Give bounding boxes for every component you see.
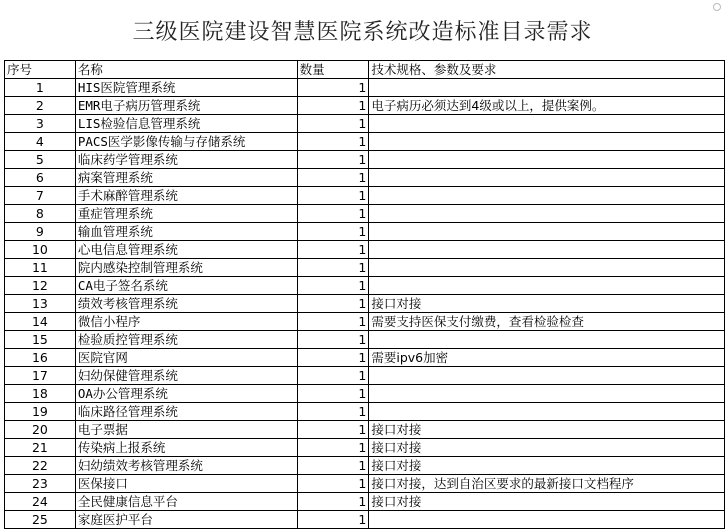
cell-name[interactable]: OA办公管理系统	[75, 385, 297, 403]
cell-spec[interactable]	[369, 367, 725, 385]
cell-name[interactable]: 微信小程序	[75, 313, 297, 331]
cell-spec[interactable]: 接口对接	[369, 439, 725, 457]
cell-no[interactable]: 3	[5, 115, 76, 133]
cell-name[interactable]: 家庭医护平台	[75, 511, 297, 529]
corner-circle-icon	[713, 3, 721, 11]
cell-no[interactable]: 9	[5, 223, 76, 241]
cell-name[interactable]: 电子票据	[75, 421, 297, 439]
cell-qty[interactable]: 1	[297, 493, 369, 511]
cell-spec[interactable]: 电子病历必须达到4级或以上，提供案例。	[369, 97, 725, 115]
cell-name[interactable]: 医保接口	[75, 475, 297, 493]
cell-qty[interactable]: 1	[297, 367, 369, 385]
cell-spec[interactable]: 接口对接	[369, 493, 725, 511]
table-row	[5, 151, 725, 169]
cell-name[interactable]: 临床路径管理系统	[75, 403, 297, 421]
cell-name[interactable]: 妇幼绩效考核管理系统	[75, 457, 297, 475]
cell-no[interactable]: 14	[5, 313, 76, 331]
cell-spec[interactable]	[369, 169, 725, 187]
cell-qty[interactable]: 1	[297, 331, 369, 349]
cell-spec[interactable]	[369, 241, 725, 259]
table-header-row	[5, 61, 725, 79]
table-row	[5, 79, 725, 97]
cell-spec[interactable]: 接口对接	[369, 457, 725, 475]
cell-spec[interactable]	[369, 151, 725, 169]
table-row	[5, 259, 725, 277]
table-row	[5, 385, 725, 403]
cell-name[interactable]: 检验质控管理系统	[75, 331, 297, 349]
cell-qty[interactable]: 1	[297, 421, 369, 439]
cell-no[interactable]: 16	[5, 349, 76, 367]
cell-qty[interactable]: 1	[297, 241, 369, 259]
table-row	[5, 331, 725, 349]
table-row	[5, 97, 725, 115]
cell-qty[interactable]: 1	[297, 511, 369, 529]
table-row	[5, 403, 725, 421]
cell-spec[interactable]	[369, 385, 725, 403]
table-row	[5, 295, 725, 313]
cell-no[interactable]: 13	[5, 295, 76, 313]
cell-name[interactable]: 输血管理系统	[75, 223, 297, 241]
cell-no[interactable]: 1	[5, 79, 76, 97]
cell-qty[interactable]: 1	[297, 187, 369, 205]
cell-no[interactable]: 8	[5, 205, 76, 223]
cell-no[interactable]: 6	[5, 169, 76, 187]
cell-spec[interactable]	[369, 187, 725, 205]
cell-spec[interactable]: 接口对接，达到自治区要求的最新接口文档程序	[369, 475, 725, 493]
cell-no[interactable]: 20	[5, 421, 76, 439]
cell-no[interactable]: 25	[5, 511, 76, 529]
cell-no[interactable]: 15	[5, 331, 76, 349]
table-row	[5, 313, 725, 331]
table-row	[5, 493, 725, 511]
cell-no[interactable]: 10	[5, 241, 76, 259]
cell-no[interactable]: 5	[5, 151, 76, 169]
cell-no[interactable]: 2	[5, 97, 76, 115]
table-row	[5, 169, 725, 187]
cell-spec[interactable]	[369, 331, 725, 349]
cell-no[interactable]: 22	[5, 457, 76, 475]
cell-qty[interactable]: 1	[297, 151, 369, 169]
header-spec[interactable]: 技术规格、参数及要求	[369, 61, 725, 79]
cell-name[interactable]: LIS检验信息管理系统	[75, 115, 297, 133]
cell-qty[interactable]: 1	[297, 349, 369, 367]
cell-name[interactable]: CA电子签名系统	[75, 277, 297, 295]
cell-name[interactable]: 医院官网	[75, 349, 297, 367]
cell-name[interactable]: EMR电子病历管理系统	[75, 97, 297, 115]
cell-qty[interactable]: 1	[297, 97, 369, 115]
cell-spec[interactable]	[369, 205, 725, 223]
header-no[interactable]: 序号	[5, 61, 76, 79]
cell-name[interactable]: 病案管理系统	[75, 169, 297, 187]
table-row	[5, 349, 725, 367]
cell-spec[interactable]	[369, 403, 725, 421]
cell-no[interactable]: 4	[5, 133, 76, 151]
cell-name[interactable]: 传染病上报系统	[75, 439, 297, 457]
cell-spec[interactable]	[369, 133, 725, 151]
table-row	[5, 205, 725, 223]
header-name[interactable]: 名称	[75, 61, 297, 79]
cell-qty[interactable]: 1	[297, 403, 369, 421]
cell-qty[interactable]: 1	[297, 169, 369, 187]
cell-spec[interactable]	[369, 79, 725, 97]
cell-qty[interactable]: 1	[297, 313, 369, 331]
cell-spec[interactable]: 需要ipv6加密	[369, 349, 725, 367]
cell-name[interactable]: 院内感染控制管理系统	[75, 259, 297, 277]
cell-no[interactable]: 19	[5, 403, 76, 421]
requirements-table	[4, 60, 725, 529]
table-row	[5, 367, 725, 385]
cell-name[interactable]: 心电信息管理系统	[75, 241, 297, 259]
cell-spec[interactable]: 需要支持医保支付缴费，查看检验检查	[369, 313, 725, 331]
table-row	[5, 133, 725, 151]
table-row	[5, 223, 725, 241]
header-qty[interactable]: 数量	[297, 61, 369, 79]
cell-name[interactable]: HIS医院管理系统	[75, 79, 297, 97]
cell-qty[interactable]: 1	[297, 385, 369, 403]
cell-name[interactable]: 绩效考核管理系统	[75, 295, 297, 313]
cell-no[interactable]: 17	[5, 367, 76, 385]
table-row	[5, 421, 725, 439]
cell-qty[interactable]: 1	[297, 223, 369, 241]
cell-qty[interactable]: 1	[297, 259, 369, 277]
cell-qty[interactable]: 1	[297, 79, 369, 97]
cell-name[interactable]: 妇幼保健管理系统	[75, 367, 297, 385]
cell-no[interactable]: 24	[5, 493, 76, 511]
table-row	[5, 511, 725, 529]
cell-qty[interactable]: 1	[297, 457, 369, 475]
table-row	[5, 475, 725, 493]
cell-spec[interactable]	[369, 223, 725, 241]
cell-name[interactable]: PACS医学影像传输与存储系统	[75, 133, 297, 151]
cell-spec[interactable]: 接口对接	[369, 421, 725, 439]
cell-no[interactable]: 7	[5, 187, 76, 205]
cell-qty[interactable]: 1	[297, 205, 369, 223]
table-row	[5, 241, 725, 259]
cell-name[interactable]: 重症管理系统	[75, 205, 297, 223]
table-row	[5, 277, 725, 295]
cell-qty[interactable]: 1	[297, 115, 369, 133]
cell-no[interactable]: 18	[5, 385, 76, 403]
cell-name[interactable]: 全民健康信息平台	[75, 493, 297, 511]
cell-no[interactable]: 11	[5, 259, 76, 277]
cell-qty[interactable]: 1	[297, 295, 369, 313]
table-row	[5, 187, 725, 205]
cell-spec[interactable]	[369, 277, 725, 295]
cell-name[interactable]: 手术麻醉管理系统	[75, 187, 297, 205]
cell-qty[interactable]: 1	[297, 439, 369, 457]
cell-name[interactable]: 临床药学管理系统	[75, 151, 297, 169]
table-row	[5, 115, 725, 133]
cell-no[interactable]: 23	[5, 475, 76, 493]
table-body	[5, 79, 725, 529]
table-row	[5, 457, 725, 475]
cell-no[interactable]: 21	[5, 439, 76, 457]
cell-spec[interactable]: 接口对接	[369, 295, 725, 313]
cell-qty[interactable]: 1	[297, 277, 369, 295]
cell-qty[interactable]: 1	[297, 475, 369, 493]
cell-spec[interactable]	[369, 259, 725, 277]
cell-qty[interactable]: 1	[297, 133, 369, 151]
cell-no[interactable]: 12	[5, 277, 76, 295]
document-title: 三级医院建设智慧医院系统改造标准目录需求	[132, 19, 593, 45]
table-row	[5, 439, 725, 457]
cell-spec[interactable]	[369, 511, 725, 529]
cell-spec[interactable]	[369, 115, 725, 133]
